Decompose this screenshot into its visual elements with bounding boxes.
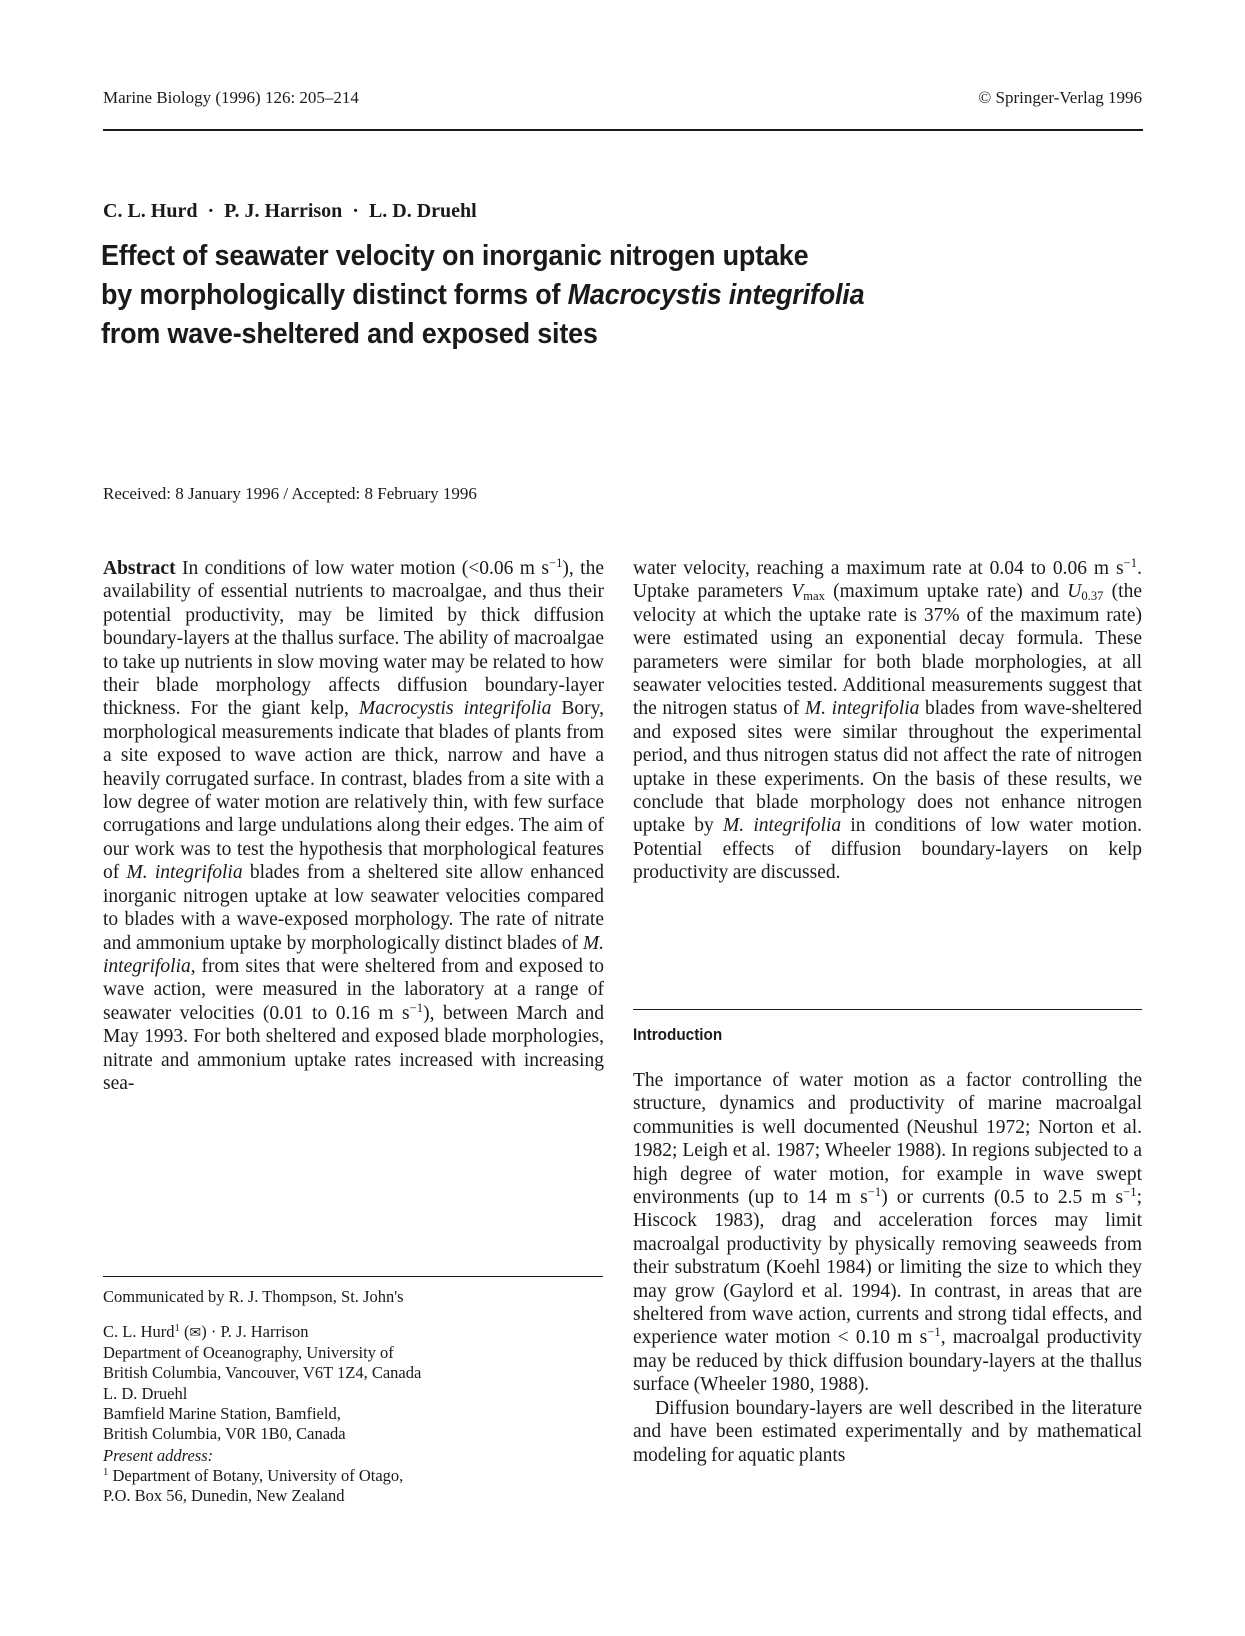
footnote-rule (103, 1276, 603, 1277)
envelope-icon: ✉ (189, 1325, 202, 1341)
abstract-text: (the velocity at which the uptake rate is 37% of the maximum rate) were estimated using an exponential decay formula. These parameters were similar for both blade morphologies, at all seawater velocities tested. Additional measurements suggest that the nitrogen status of (633, 581, 1142, 720)
superscript: −1 (1123, 556, 1138, 571)
journal-citation: Marine Biology (1996) 126: 205–214 (103, 88, 359, 107)
intro-paragraph-1 (633, 1069, 1142, 1397)
section-heading-introduction: Introduction (633, 1025, 723, 1044)
affiliation-line: British Columbia, Vancouver, V6T 1Z4, Canada (103, 1363, 422, 1382)
body-text: The importance of water motion as a factor controlling the structure, dynamics and productivity of marine macroalgal communities is well documented (Neushul 1972; Norton et al. 1982; Leigh et al. 1987; Wheeler 1988). In regions subjected to a high degree of water motion, for example in wave swept environments (up to 14 m s (633, 1070, 1142, 1209)
communicated-by: Communicated by R. J. Thompson, St. John's (103, 1287, 404, 1306)
affiliation-line: Department of Oceanography, University of (103, 1343, 394, 1362)
article-title (101, 237, 1078, 354)
abstract-text: Bory, morphological measurements indicate that blades of plants from a site exposed to wave action are thick, narrow and have a heavily corrugated surface. In contrast, blades from a site with a low degree of water motion are relatively thin, with few surface corrugations and large undulations along their edges. The aim of our work was to test the hypothesis that morphological features of (103, 698, 604, 884)
species-name: M. integrifolia (804, 698, 920, 720)
title-species: Macrocystis integrifolia (567, 279, 865, 311)
abstract-paragraph (103, 557, 604, 1095)
header-rule (103, 129, 1143, 131)
abstract-text: (maximum uptake rate) and (824, 581, 1068, 603)
superscript: −1 (867, 1185, 882, 1200)
author-line: C. L. Hurd$^1$ (✉) · P. J. Harrison (103, 1322, 309, 1341)
abstract-paragraph-continued (633, 557, 1142, 885)
species-name: M. integrifolia, (103, 932, 604, 977)
author-name: · P. J. Harrison (206, 1322, 309, 1341)
author-name: C. L. Hurd (103, 1322, 175, 1341)
superscript: −1 (409, 1000, 424, 1015)
abstract-text: ), the availability of essential nutrients to macroalgae, and thus their potential productivity, may be limited by thick diffusion boundary-layers at the thallus surface. The ability of macroalgae to take up nutrients in slow moving water may be related to how their blade morphology affects diffusion boundary-layer thickness. For the giant kelp, (103, 558, 604, 720)
abstract-text: water velocity, reaching a maximum rate at 0.04 to 0.06 m s (633, 558, 1124, 579)
superscript: −1 (927, 1325, 941, 1340)
title-text: by morphologically distinct forms of (101, 279, 568, 311)
species-name: Macrocystis integrifolia (358, 698, 552, 720)
superscript: 1 (103, 1466, 109, 1479)
body-text: ; Hiscock 1983), drag and acceleration forces may limit macroalgal productivity by physically removing seaweeds from their substratum (Koehl 1984) or limiting the size to which they may grow (Gaylord et al. 1994). In contrast, in areas that are sheltered from wave action, currents and strong tidal effects, and experience water motion < 0.10 m s (633, 1187, 1142, 1349)
intro-paragraph-2: Diffusion boundary-layers are well described in the literature and have been estimated experimentally and by mathematical modeling for aquatic plants (633, 1397, 1142, 1466)
affiliation-druehl (103, 1384, 346, 1444)
affiliation-line: Bamfield Marine Station, Bamfield, (103, 1404, 341, 1423)
body-text: , macroalgal productivity may be reduced by thick diffusion boundary-layers at the thallus surface (Wheeler 1980, 1988). (633, 1327, 1143, 1396)
abstract-text: blades from a sheltered site allow enhanced inorganic nitrogen uptake at low seawater velocities compared to blades with a wave-exposed morphology. The rate of nitrate and ammonium uptake by morphologically distinct blades of (103, 862, 605, 954)
abstract-text: from sites that were sheltered from and exposed to wave action, were measured in the laboratory at a range of seawater velocities (0.01 to 0.16 m s (103, 955, 604, 1024)
superscript: −1 (1123, 1185, 1137, 1200)
affiliation-text: Department of Botany, University of Otago, (108, 1466, 404, 1485)
abstract-label: Abstract (103, 558, 176, 579)
section-rule (633, 1009, 1142, 1010)
copyright-notice: © Springer-Verlag 1996 (978, 88, 1142, 107)
symbol-v: V (791, 581, 804, 603)
affiliation-hurd-harrison (103, 1322, 421, 1383)
introduction-body (633, 1069, 1142, 1467)
symbol-u: U (1067, 581, 1082, 603)
subscript: max (803, 589, 825, 604)
abstract-text: . Uptake parameters (633, 558, 1142, 603)
superscript: −1 (548, 556, 563, 571)
received-dates: Received: 8 January 1996 / Accepted: 8 February 1996 (103, 484, 477, 503)
present-address (103, 1446, 403, 1506)
superscript: 1 (174, 1322, 180, 1335)
affiliation-line (103, 1466, 403, 1486)
abstract-text: blades from wave-sheltered and exposed sites were similar throughout the experimental period, and thus nitrogen status did not affect the rate of nitrogen uptake in these experiments. On the basis of these results, we conclude that blade morphology does not enhance nitrogen uptake by (633, 698, 1142, 837)
abstract-text: In conditions of low water motion (<0.06 m s (175, 558, 549, 579)
abstract-text: ), between March and May 1993. For both sheltered and exposed blade morphologies, nitrate and ammonium uptake rates increased with increasing sea- (103, 1002, 604, 1094)
abstract-column-right (633, 557, 1142, 885)
title-line-3: from wave-sheltered and exposed sites (101, 318, 598, 350)
present-address-label: Present address: (103, 1446, 214, 1465)
affiliation-line: P.O. Box 56, Dunedin, New Zealand (103, 1486, 345, 1505)
author-list: C. L. Hurd · P. J. Harrison · L. D. Druehl (103, 200, 477, 222)
title-line-1: Effect of seawater velocity on inorganic nitrogen uptake (101, 240, 809, 272)
subscript: 0.37 (1081, 589, 1104, 604)
author-name: L. D. Druehl (103, 1384, 188, 1403)
affiliation-line: British Columbia, V0R 1B0, Canada (103, 1424, 346, 1443)
body-text: ) or currents (0.5 to 2.5 m s (881, 1187, 1124, 1209)
title-line-2 (101, 276, 1078, 315)
species-name: M. integrifolia (126, 862, 243, 884)
abstract-column-left (103, 557, 604, 1095)
species-name: M. integrifolia (723, 815, 842, 837)
abstract-text: in conditions of low water motion. Potential effects of diffusion boundary-layers on kelp productivity are discussed. (633, 815, 1142, 884)
